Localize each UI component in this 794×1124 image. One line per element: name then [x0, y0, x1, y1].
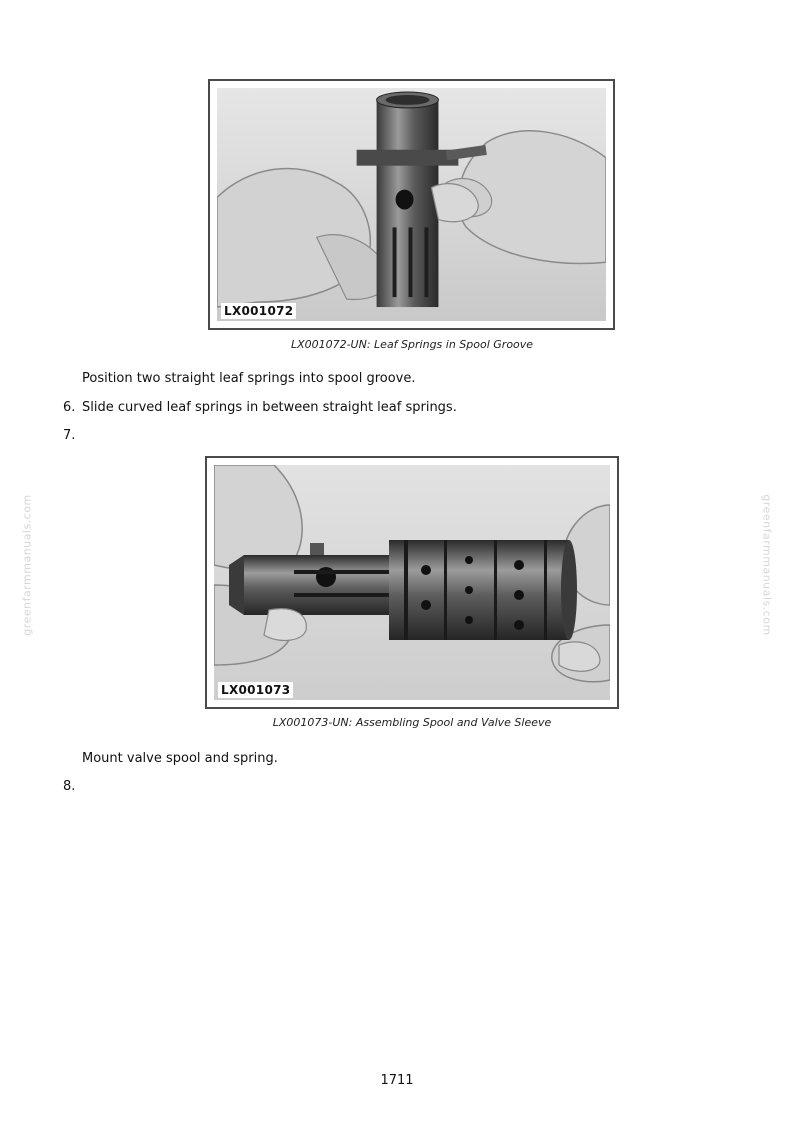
figure-leaf-springs — [208, 79, 615, 330]
figure-label: LX001072 — [221, 303, 296, 319]
watermark-left: greenfarmmanuals.com — [20, 494, 34, 636]
watermark-right: greenfarmmanuals.com — [760, 494, 774, 636]
step-number: 8. — [63, 779, 76, 794]
figure-label: LX001073 — [218, 682, 293, 698]
instruction-paragraph: Position two straight leaf springs into spool groove. — [82, 371, 416, 386]
figure-caption: LX001073-UN: Assembling Spool and Valve Sleeve — [272, 716, 552, 729]
instruction-paragraph: Mount valve spool and spring. — [82, 751, 278, 766]
step-text: Slide curved leaf springs in between straight leaf springs. — [82, 400, 457, 415]
figure-caption: LX001072-UN: Leaf Springs in Spool Groove — [290, 338, 534, 351]
spool-valve-sleeve-illustration — [214, 465, 610, 700]
leaf-springs-illustration — [217, 88, 606, 321]
photo-spool-valve-sleeve — [214, 465, 610, 700]
figure-spool-valve-sleeve — [205, 456, 619, 709]
step-number: 7. — [63, 428, 76, 443]
step-number: 6. — [63, 400, 76, 415]
page-number: 1711 — [380, 1073, 414, 1088]
photo-leaf-springs — [217, 88, 606, 321]
